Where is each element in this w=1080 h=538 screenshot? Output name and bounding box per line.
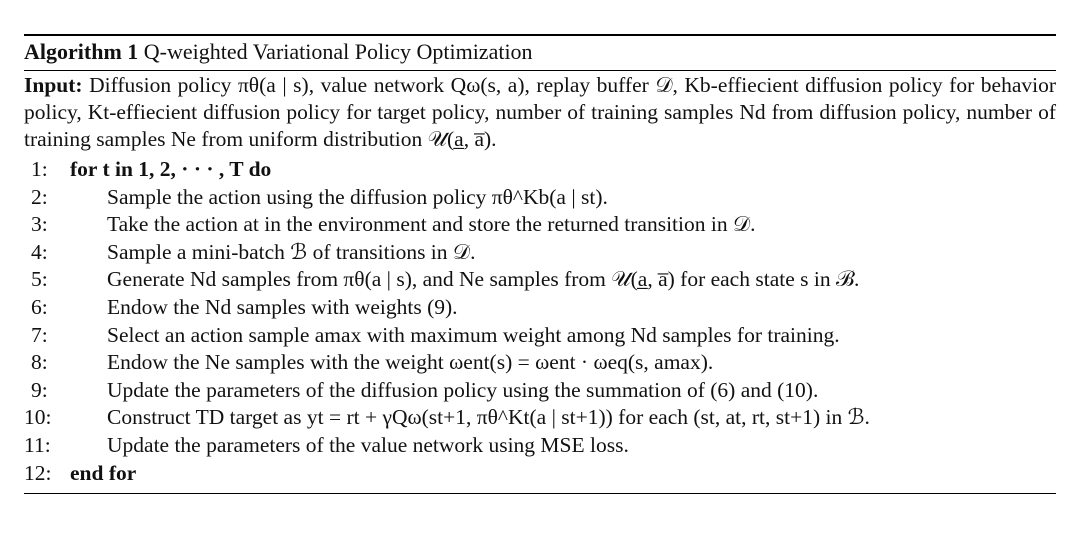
step-text: Endow the Nd samples with weights (9). xyxy=(107,294,458,319)
algorithm-box xyxy=(24,34,1056,494)
step-text: Construct TD target as yt = rt + γQω(st+1, πθ^Kt(a | st+1)) for each (st, at, rt, st+1) in ℬ. xyxy=(107,405,870,430)
step-number: 4: xyxy=(31,239,48,264)
step-number: 1: xyxy=(31,157,48,181)
step-8 xyxy=(24,349,1056,377)
step-number: 12: xyxy=(24,460,52,485)
algorithm-name: Q-weighted Variational Policy Optimization xyxy=(143,39,533,64)
step-5 xyxy=(24,266,1056,294)
step-list xyxy=(24,156,1056,487)
algorithm-title xyxy=(24,36,1056,66)
step-text: Take the action at in the environment and store the returned transition in 𝒟. xyxy=(107,212,756,237)
step-number: 6: xyxy=(31,294,48,319)
input-keyword: Input: xyxy=(24,73,83,97)
algorithm-label: Algorithm 1 xyxy=(24,39,139,64)
step-text: Sample a mini-batch ℬ of transitions in 𝒟. xyxy=(107,239,476,264)
step-number: 2: xyxy=(31,184,48,209)
step-6 xyxy=(24,294,1056,322)
step-number: 7: xyxy=(31,322,48,347)
step-text: end for xyxy=(70,460,137,485)
step-number: 8: xyxy=(31,350,48,375)
step-text: Generate Nd samples from πθ(a | s), and Ne samples from 𝒰(a̲, a̅) for each state s in ℬ. xyxy=(107,267,860,292)
step-number: 5: xyxy=(31,267,48,292)
input-text: Diffusion policy πθ(a | s), value network Qω(s, a), replay buffer 𝒟, Kb-effiecient diffusion policy for behavior policy, Kt-effiecient diffusion policy for target policy, number of training samples Nd from diffusion policy, number of training samples Ne from uniform distribution 𝒰(a̲, a̅). xyxy=(24,73,1057,151)
step-text: Select an action sample amax with maximum weight among Nd samples for training. xyxy=(107,322,840,347)
step-number: 3: xyxy=(31,212,48,237)
step-text: Update the parameters of the value network using MSE loss. xyxy=(107,432,629,457)
step-text: for t in 1, 2, · · · , T do xyxy=(70,157,272,181)
step-number: 9: xyxy=(31,377,48,402)
step-10 xyxy=(24,404,1056,432)
step-text: Sample the action using the diffusion policy πθ^Kb(a | st). xyxy=(107,184,608,209)
step-number: 11: xyxy=(24,432,51,457)
step-7 xyxy=(24,322,1056,350)
step-text: Endow the Ne samples with the weight ωent(s) = ωent · ωeq(s, amax). xyxy=(107,350,714,375)
step-11 xyxy=(24,432,1056,460)
step-9 xyxy=(24,377,1056,405)
step-number: 10: xyxy=(24,405,52,430)
step-1 xyxy=(24,156,1056,184)
step-text: Update the parameters of the diffusion policy using the summation of (6) and (10). xyxy=(107,377,819,402)
step-4 xyxy=(24,239,1056,267)
input-block xyxy=(24,72,1056,153)
title-rule xyxy=(24,70,1056,71)
step-12 xyxy=(24,460,1056,488)
step-3 xyxy=(24,211,1056,239)
step-2 xyxy=(24,184,1056,212)
bottom-rule xyxy=(24,493,1056,494)
